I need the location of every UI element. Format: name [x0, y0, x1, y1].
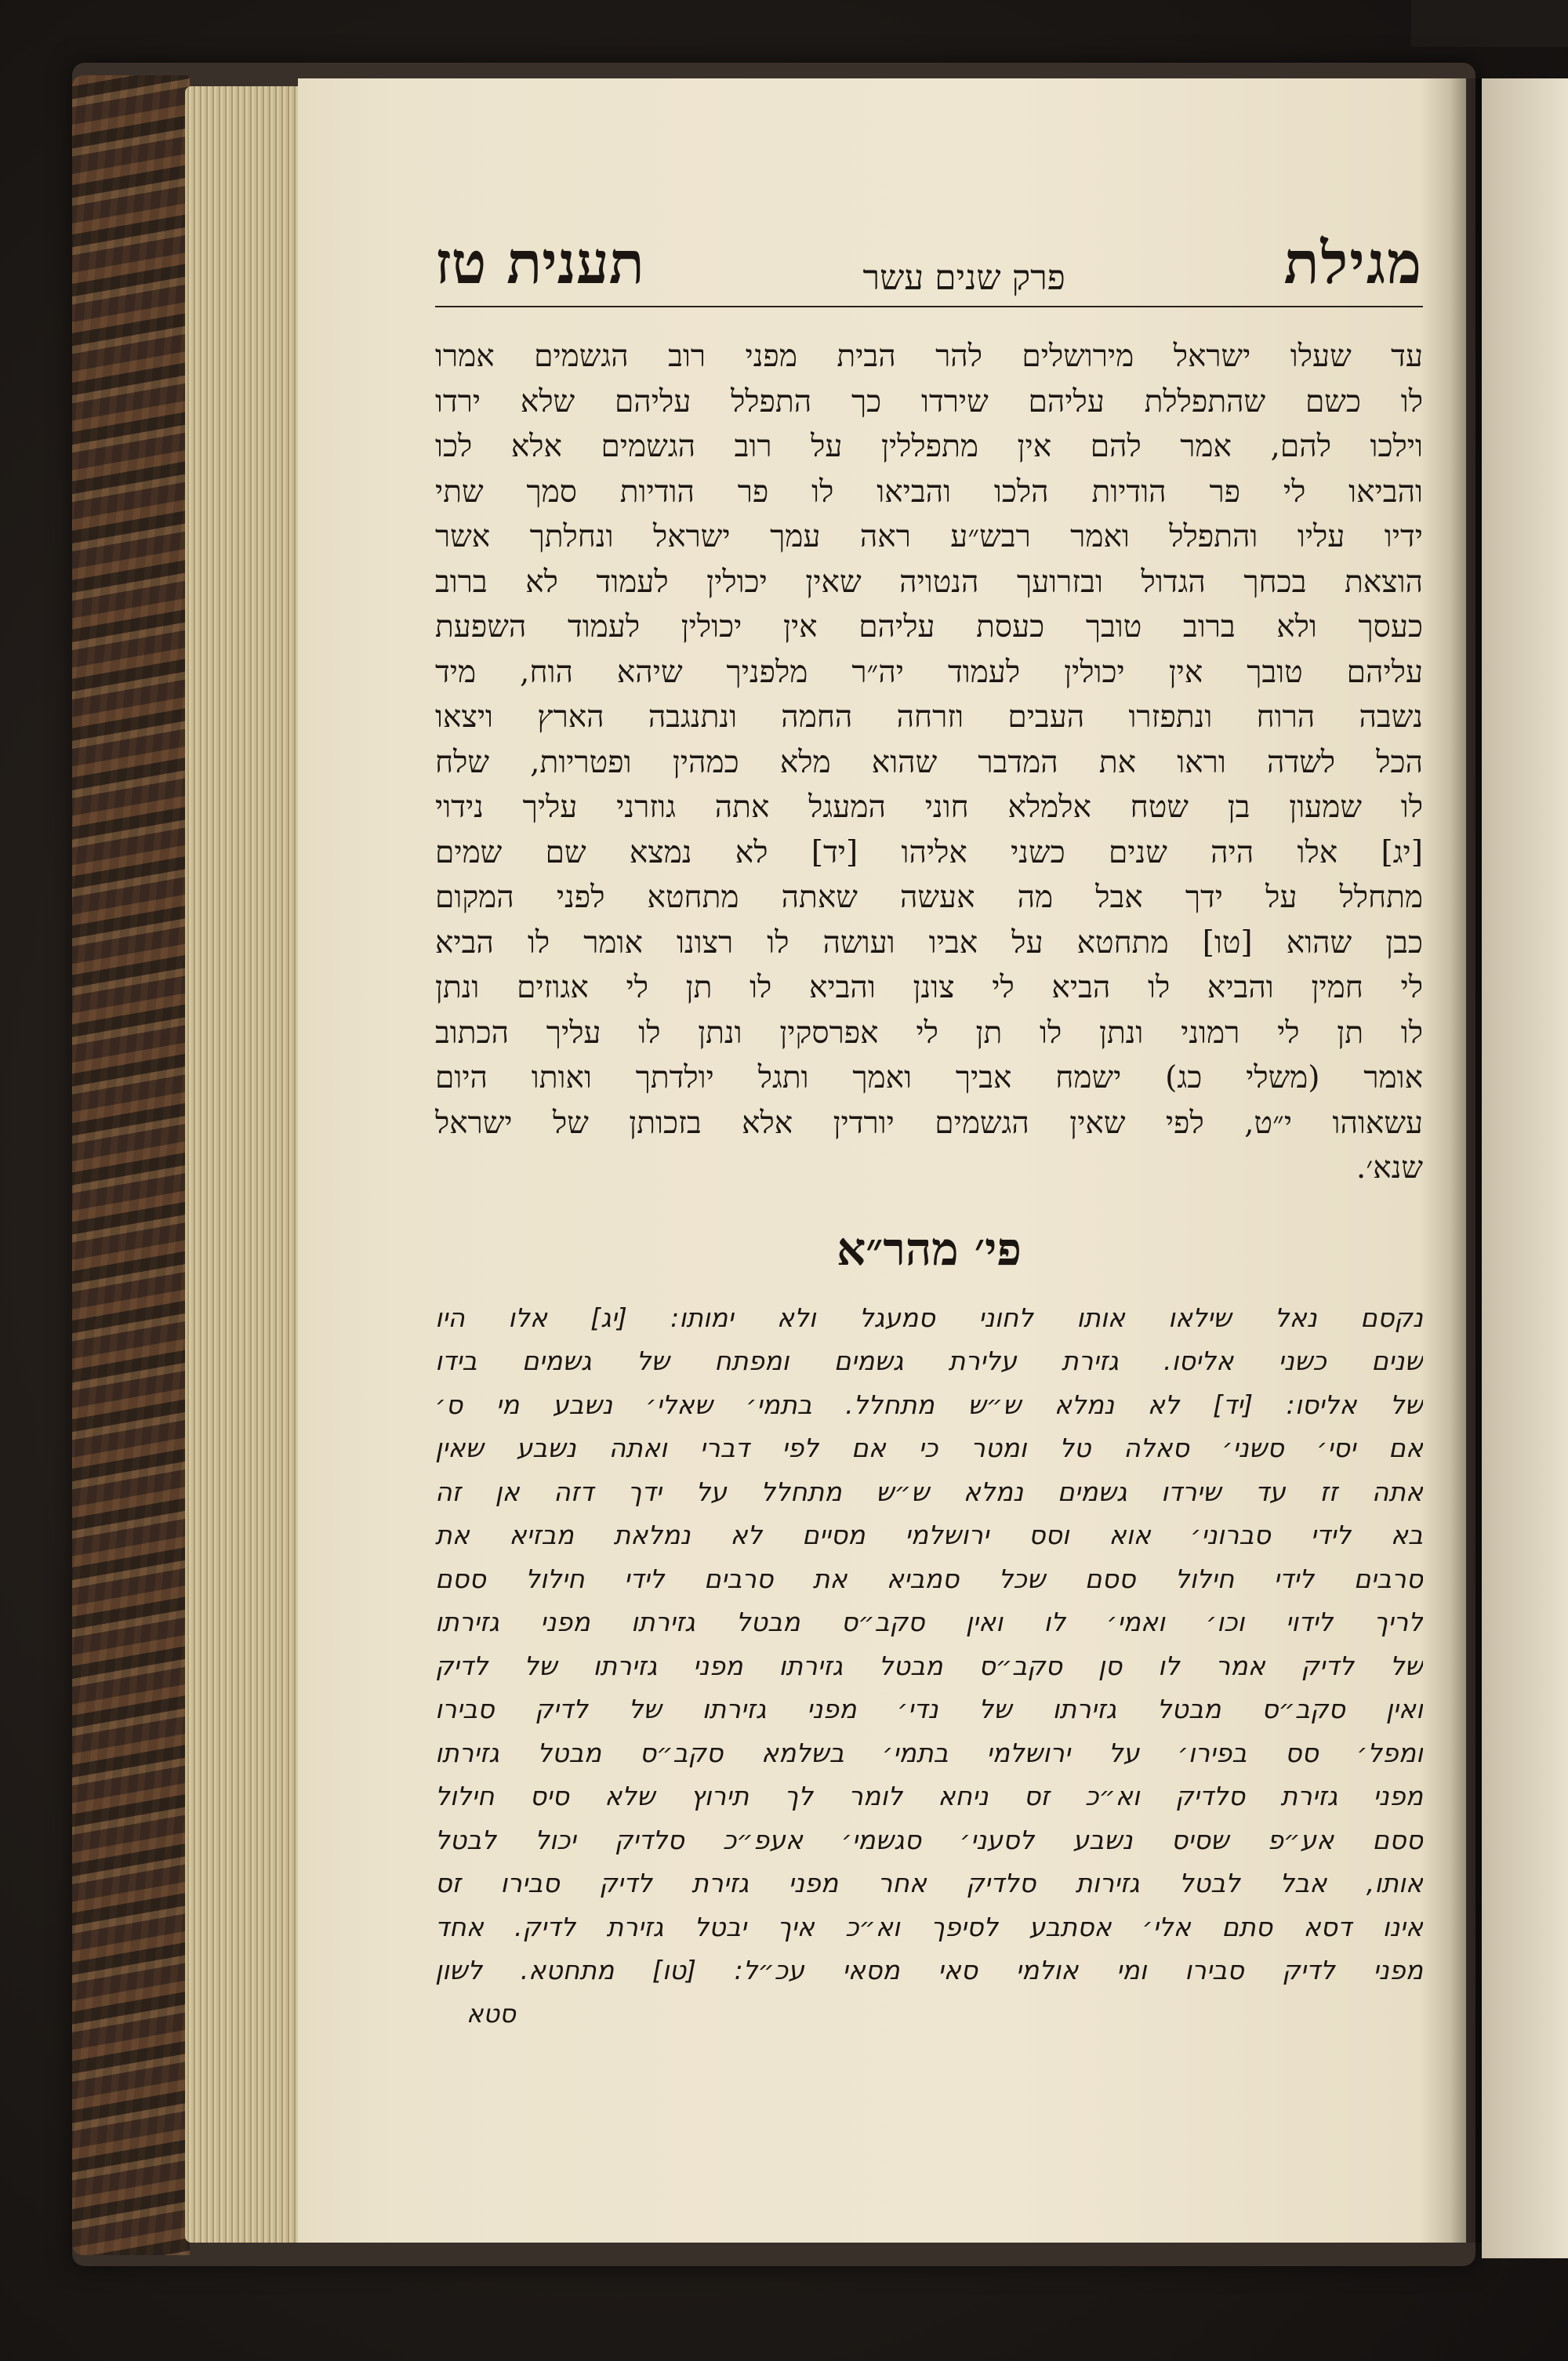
main-text-line: לו שמעון בן שטח אלמלא חוני המעגל אתה גוזרני עליך נידוי — [435, 790, 1423, 825]
commentary-line: של אליסו: [יד] לא נמלא ש״ש מתחלל. בתמי׳ שאלי׳ נשבע מי ס׳ — [435, 1389, 1423, 1420]
facing-page-edge — [1482, 78, 1568, 2258]
main-text-line: לו כשם שהתפללת עליהם שירדו כך התפלל עליהם שלא ירדו — [435, 383, 1423, 420]
main-text-line: עשאוהו י״ט, לפי שאין הגשמים יורדין אלא בזכותן של ישראל — [435, 1105, 1423, 1141]
commentary — [435, 1296, 1423, 1992]
main-text-line: נשבה הרוח ונתפזרו העבים וזרחה החמה ונתנגבה הארץ ויצאו — [435, 699, 1423, 735]
main-text-line: והביאו לי פר הודיות הלכו והביאו לו פר הודיות סמך שתי — [435, 474, 1423, 510]
main-text-line: כעסך ולא ברוב טובך כעסת עליהם אין יכולין לעמוד השפעת — [435, 609, 1423, 645]
commentary-line: אינו דסא סתם אלי׳ אסתבע לסיפך וא״כ איך יבטל גזירת לדיק. אחד — [435, 1911, 1423, 1942]
commentary-line: בא לידי סברוני׳ אוא וסס ירושלמי מסיים לא נמלאת מבזיא את — [435, 1520, 1423, 1550]
header-title: מגילת — [1283, 230, 1423, 297]
commentary-line: אם יסי׳ סשני׳ סאלה טל ומטר כי אם לפי דברי ואתה נשבע שאין — [435, 1433, 1423, 1463]
commentary-title: פי׳ מהר״א — [837, 1222, 1022, 1276]
commentary-line: אותו, אבל לבטל גזירות סלדיק אחר מפני גזירת לדיק סבירו זס — [435, 1868, 1423, 1898]
catchword: סטא — [466, 1998, 516, 2029]
commentary-line: של לדיק אמר לו סן סקב״ס מבטל גזירתו מפני גזירתו של לדיק — [435, 1650, 1423, 1681]
commentary-line: נקסם נאל שילאו אותו לחוני סמעגל ולא ימותו: [יג] אלו היו — [435, 1302, 1423, 1333]
commentary-line: אתה זז עד שירדו גשמים נמלא ש״ש מתחלל על ידך דזה אן זה — [435, 1476, 1423, 1507]
spine-shadow — [1450, 78, 1482, 2243]
commentary-line: ססם אע״פ שסיס נשבע לסעני׳ סגשמי׳ אעפ״כ סלדיק יכול לבטל — [435, 1824, 1423, 1855]
page-text-block — [435, 204, 1423, 2029]
main-text-line: לי חמין והביא לו הביא לי צונן והביא לו תן לי אגוזים ונתן — [435, 970, 1423, 1005]
main-text-line: שנא׳. — [1356, 1150, 1423, 1186]
running-header — [435, 204, 1423, 307]
commentary-line: ומפל׳ סס בפירו׳ על ירושלמי בתמי׳ בשלמא סקב״ס מבטל גזירתו — [435, 1737, 1423, 1768]
commentary-line: סרבים לידי חילול ססם שכל סמביא את סרבים לידי חילול ססם — [435, 1563, 1423, 1594]
commentary-line: מפני לדיק סבירו ומי אולמי סאי מסאי עכ״ל: [טו] מתחטא. לשון — [435, 1955, 1423, 1985]
commentary-line: לריך לידוי וכו׳ ואמי׳ לו ואין סקב״ס מבטל גזירתו מפני גזירתו — [435, 1607, 1423, 1637]
main-text-line: לו תן לי רמוני ונתן לו תן לי אפרסקין ונתן לו עליך הכתוב — [435, 1015, 1423, 1051]
header-tractate: תענית טז — [435, 230, 644, 297]
main-text-line: וילכו להם, אמר להם אין מתפללין על רוב הגשמים אלא לכו — [435, 429, 1423, 464]
commentary-line: ואין סקב״ס מבטל גזירתו של נדי׳ מפני גזירתו של לדיק סבירו — [435, 1694, 1423, 1724]
main-text-line: [יג] אלו היה שנים כשני אליהו [יד] לא נמצא שם שמים — [435, 834, 1423, 870]
main-text-line: ידיו עליו והתפלל ואמר רבש״ע ראה עמך ישראל ונחלתך אשר — [435, 519, 1423, 554]
main-text-line: מתחלל על ידך אבל מה אעשה שאתה מתחטא לפני המקום — [435, 880, 1423, 915]
header-chapter: פרק שנים עשר — [862, 258, 1065, 298]
main-text-line: כבן שהוא [טו] מתחטא על אביו ועושה לו רצונו אומר לו הביא — [435, 924, 1423, 961]
main-text — [435, 334, 1423, 1191]
main-text-line: אומר (משלי כג) ישמח אביך ואמך ותגל יולדתך ואותו היום — [435, 1060, 1423, 1095]
main-text-line: עליהם טובך אין יכולין לעמוד יה״ר מלפניך שיהא הוח, מיד — [435, 654, 1423, 690]
main-text-line: הוצאת בכחך הגדול ובזרועך הנטויה שאין יכולין לעמוד לא ברוב — [435, 564, 1423, 600]
commentary-line: מפני גזירת סלדיק וא״כ זס ניחא לומר לך תירוץ שלא סיס חילול — [435, 1781, 1423, 1811]
commentary-line: שנים כשני אליסו. גזירת עלירת גשמים ומפתח של גשמים בידו — [435, 1346, 1423, 1376]
page-edges — [185, 86, 303, 2243]
main-text-line: הכל לשדה וראו את המדבר שהוא מלא כמהין ופטריות, שלח — [435, 744, 1423, 780]
background-clip — [1411, 0, 1568, 47]
marbled-edge — [72, 75, 190, 2255]
main-text-line: עד שעלו ישראל מירושלים להר הבית מפני רוב הגשמים אמרו — [435, 339, 1423, 374]
